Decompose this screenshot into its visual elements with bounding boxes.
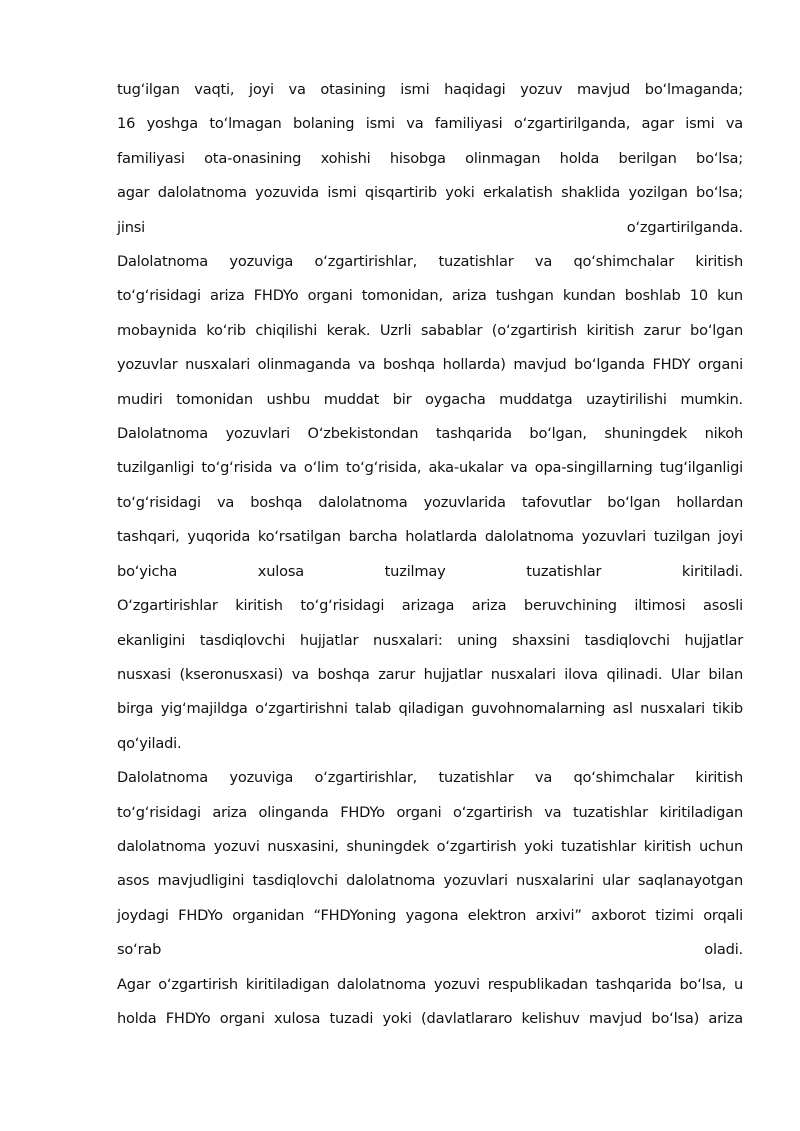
text-line: familiyasi ota-onasining xohishi hisobga olinmagan holda berilgan bo‘lsa; (117, 149, 743, 167)
text-line: to‘g‘risidagi ariza FHDYo organi tomonidan, ariza tushgan kundan boshlab 10 kun (117, 287, 743, 305)
text-line: tashqari, yuqorida ko‘rsatilgan barcha holatlarda dalolatnoma yozuvlari tuzilgan joyi (117, 528, 743, 546)
text-line: so‘rab oladi. (117, 941, 743, 959)
text-line: dalolatnoma yozuvi nusxasini, shuningdek o‘zgartirish yoki tuzatishlar kiritish uchun (117, 837, 743, 855)
text-line: birga yig‘majildga o‘zgartirishni talab qiladigan guvohnomalarning asl nusxalari tikib (117, 700, 743, 718)
text-line: Dalolatnoma yozuviga o‘zgartirishlar, tuzatishlar va qo‘shimchalar kiritish (117, 769, 743, 787)
text-line: tug‘ilgan vaqti, joyi va otasining ismi haqidagi yozuv mavjud bo‘lmaganda; (117, 81, 743, 98)
text-line: to‘g‘risidagi va boshqa dalolatnoma yozuvlarida tafovutlar bo‘lgan hollardan (117, 493, 743, 511)
text-line: mudiri tomonidan ushbu muddat bir oygacha muddatga uzaytirilishi mumkin. (117, 390, 743, 408)
text-line: mobaynida ko‘rib chiqilishi kerak. Uzrli sabablar (o‘zgartirish kiritish zarur bo‘lgan (117, 321, 743, 339)
text-line: Dalolatnoma yozuvlari O‘zbekistondan tashqarida bo‘lgan, shuningdek nikoh (117, 425, 743, 443)
text-line: joydagi FHDYo organidan “FHDYoning yagona elektron arxivi” axborot tizimi orqali (117, 906, 743, 924)
text-line: agar dalolatnoma yozuvida ismi qisqartirib yoki erkalatish shaklida yozilgan bo‘lsa; (117, 184, 743, 202)
text-line: bo‘yicha xulosa tuzilmay tuzatishlar kiritiladi. (117, 562, 743, 580)
text-line: Dalolatnoma yozuviga o‘zgartirishlar, tuzatishlar va qo‘shimchalar kiritish (117, 253, 743, 271)
text-line: ekanligini tasdiqlovchi hujjatlar nusxalari: uning shaxsini tasdiqlovchi hujjatlar (117, 631, 743, 649)
text-line: tuzilganligi to‘g‘risida va o‘lim to‘g‘risida, aka-ukalar va opa-singillarning tug‘ilganligi (117, 459, 743, 477)
text-line: yozuvlar nusxalari olinmaganda va boshqa hollarda) mavjud bo‘lganda FHDY organi (117, 356, 743, 374)
text-line: qo‘yiladi. (117, 734, 182, 752)
document-body (117, 73, 743, 1036)
text-line: jinsi o‘zgartirilganda. (117, 218, 743, 236)
text-line: 16 yoshga to‘lmagan bolaning ismi va familiyasi o‘zgartirilganda, agar ismi va (117, 115, 743, 133)
text-line: asos mavjudligini tasdiqlovchi dalolatnoma yozuvlari nusxalarini ular saqlanayotgan (117, 872, 743, 890)
text-line: nusxasi (kseronusxasi) va boshqa zarur hujjatlar nusxalari ilova qilinadi. Ular bilan (117, 665, 743, 683)
text-line: O‘zgartirishlar kiritish to‘g‘risidagi arizaga ariza beruvchining iltimosi asosli (117, 597, 743, 615)
text-line: to‘g‘risidagi ariza olinganda FHDYo organi o‘zgartirish va tuzatishlar kiritiladigan (117, 803, 743, 821)
text-line: holda FHDYo organi xulosa tuzadi yoki (davlatlararo kelishuv mavjud bo‘lsa) ariza (117, 1009, 743, 1027)
text-line: Agar o‘zgartirish kiritiladigan dalolatnoma yozuvi respublikadan tashqarida bo‘lsa, u (117, 975, 743, 993)
